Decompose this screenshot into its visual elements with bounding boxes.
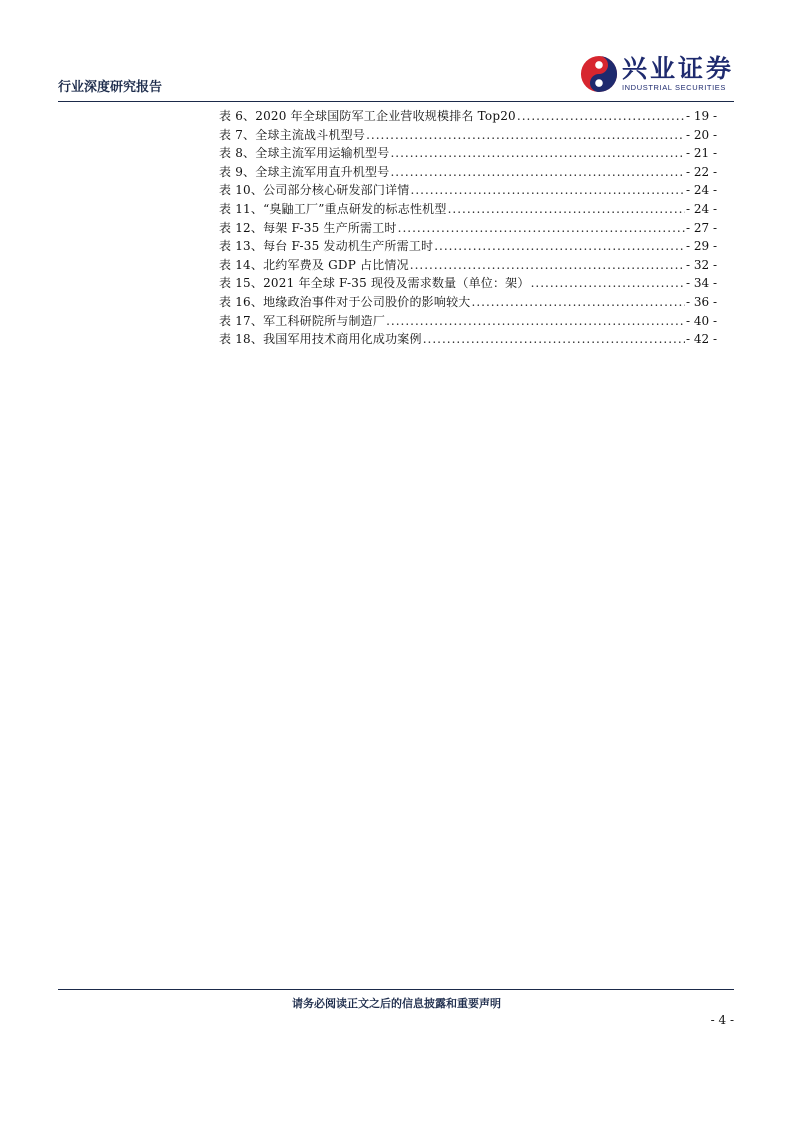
toc-entry-page: - 36 - <box>685 294 717 309</box>
toc-dot-leader <box>366 126 685 145</box>
toc-entry[interactable] <box>219 330 717 349</box>
header-divider <box>58 101 734 102</box>
toc-entry-page: - 24 - <box>685 201 717 216</box>
toc-dot-leader <box>398 219 685 238</box>
page-header <box>58 52 734 100</box>
toc-entry-page: - 27 - <box>685 220 717 235</box>
toc-entry[interactable] <box>219 163 717 182</box>
toc-entry-page: - 19 - <box>685 109 717 123</box>
toc-entry[interactable] <box>219 181 717 200</box>
toc-entry-page: - 22 - <box>685 164 717 179</box>
toc-dot-leader <box>448 200 685 219</box>
toc-entry-label: 表 8、全球主流军用运输机型号 <box>219 146 390 161</box>
toc-entry[interactable] <box>219 107 717 126</box>
toc-entry-label: 表 17、军工科研院所与制造厂 <box>219 313 386 328</box>
toc-entry-label: 表 15、2021 年全球 F-35 现役及需求数量（单位：架） <box>219 276 530 291</box>
toc-entry-label: 表 9、全球主流军用直升机型号 <box>219 164 390 179</box>
table-of-contents <box>219 107 717 349</box>
brand-logo <box>580 52 734 96</box>
toc-entry-label: 表 6、2020 年全球国防军工企业营收规模排名 Top20 <box>219 109 516 123</box>
toc-entry-page: - 24 - <box>685 183 717 198</box>
toc-entry[interactable] <box>219 312 717 331</box>
toc-entry-page: - 42 - <box>685 332 717 347</box>
toc-dot-leader <box>411 181 685 200</box>
toc-entry[interactable] <box>219 200 717 219</box>
toc-entry-label: 表 11、“臭鼬工厂”重点研发的标志性机型 <box>219 201 447 216</box>
toc-dot-leader <box>386 312 685 331</box>
toc-entry-label: 表 18、我国军用技术商用化成功案例 <box>219 332 422 347</box>
toc-entry-label: 表 12、每架 F-35 生产所需工时 <box>219 220 397 235</box>
toc-entry[interactable] <box>219 126 717 145</box>
toc-dot-leader <box>517 107 685 126</box>
toc-entry[interactable] <box>219 219 717 238</box>
toc-entry[interactable] <box>219 274 717 293</box>
footer-divider <box>58 989 734 990</box>
toc-dot-leader <box>472 293 685 312</box>
page-number: - 4 - <box>710 1013 734 1027</box>
toc-entry[interactable] <box>219 237 717 256</box>
toc-entry[interactable] <box>219 144 717 163</box>
toc-entry-label: 表 14、北约军费及 GDP 占比情况 <box>219 257 409 272</box>
toc-entry-label: 表 7、全球主流战斗机型号 <box>219 127 366 142</box>
toc-entry-label: 表 13、每台 F-35 发动机生产所需工时 <box>219 239 434 254</box>
toc-entry-label: 表 10、公司部分核心研发部门详情 <box>219 183 410 198</box>
toc-dot-leader <box>531 274 685 293</box>
report-type-label: 行业深度研究报告 <box>58 80 163 95</box>
toc-entry[interactable] <box>219 293 717 312</box>
toc-entry-label: 表 16、地缘政治事件对于公司股价的影响较大 <box>219 294 471 309</box>
toc-entry-page: - 32 - <box>685 257 717 272</box>
toc-entry[interactable] <box>219 256 717 275</box>
toc-dot-leader <box>390 163 685 182</box>
toc-entry-page: - 40 - <box>685 313 717 328</box>
toc-dot-leader <box>423 330 685 349</box>
toc-entry-page: - 29 - <box>685 239 717 254</box>
toc-dot-leader <box>434 237 685 256</box>
brand-emblem-icon <box>580 55 618 93</box>
disclosure-notice: 请务必阅读正文之后的信息披露和重要声明 <box>292 997 501 1010</box>
toc-dot-leader <box>410 256 685 275</box>
toc-entry-page: - 21 - <box>685 146 717 161</box>
toc-entry-page: - 20 - <box>685 127 717 142</box>
toc-dot-leader <box>390 144 685 163</box>
brand-name-cn: 兴业证券 <box>621 54 734 83</box>
brand-name-en: INDUSTRIAL SECURITIES <box>621 83 726 92</box>
toc-entry-page: - 34 - <box>685 276 717 291</box>
